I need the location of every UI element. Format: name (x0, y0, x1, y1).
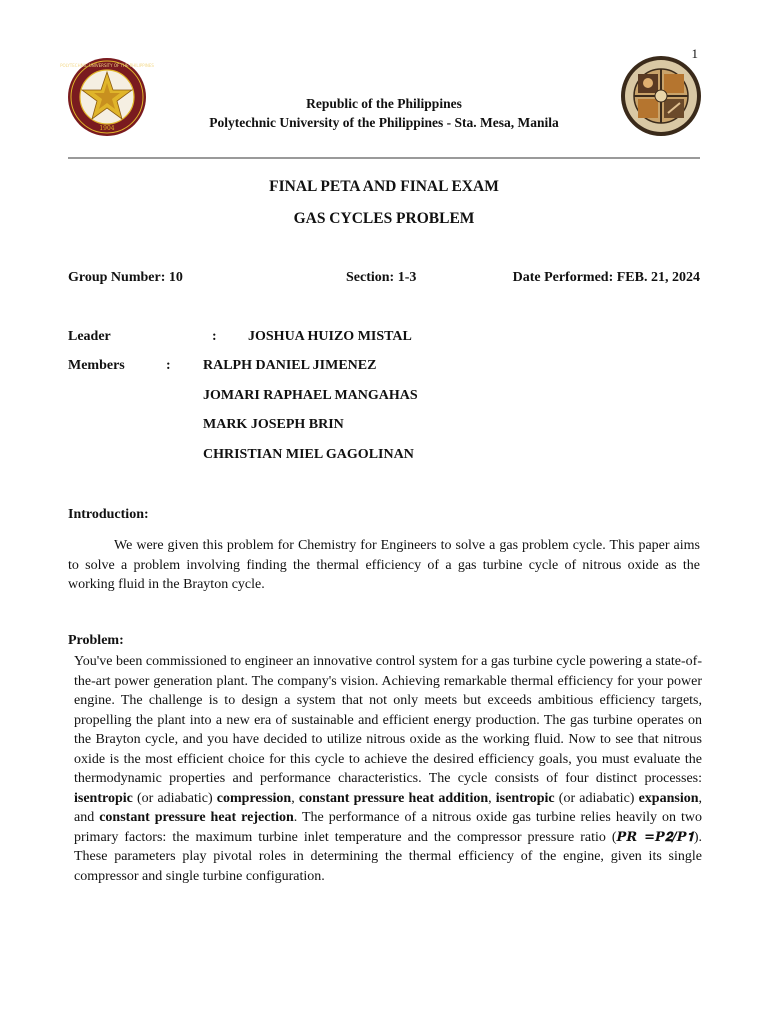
exam-title: FINAL PETA AND FINAL EXAM (269, 178, 499, 195)
member-name: JOMARI RAPHAEL MANGAHAS (203, 388, 418, 403)
members-colon: : (166, 358, 171, 373)
exam-subtitle: GAS CYCLES PROBLEM (293, 210, 475, 227)
member-name: CHRISTIAN MIEL GAGOLINAN (203, 447, 414, 462)
leader-label: Leader (68, 329, 111, 344)
group-number: Group Number: 10 (68, 270, 183, 285)
header-divider (68, 157, 700, 159)
introduction-heading: Introduction: (68, 507, 149, 522)
pressure-ratio-formula: 𝑷𝑹 =𝑷𝟐/𝑷𝟏 (616, 829, 694, 845)
leader-colon: : (212, 329, 217, 344)
leader-name: JOSHUA HUIZO MISTAL (248, 329, 412, 344)
member-name: MARK JOSEPH BRIN (203, 417, 344, 432)
member-name: RALPH DANIEL JIMENEZ (203, 358, 377, 373)
document-header (0, 94, 768, 132)
introduction-text: We were given this problem for Chemistry for Engineers to solve a gas problem cycle. This paper aims to solve a problem involving finding the thermal efficiency of a gas turbine cycle of nitrous oxide as the working fluid in the Brayton cycle. (68, 538, 700, 592)
header-country: Republic of the Philippines (306, 96, 462, 111)
header-university: Polytechnic University of the Philippines - Sta. Mesa, Manila (209, 115, 559, 130)
section: Section: 1-3 (346, 270, 417, 285)
svg-text:POLYTECHNIC UNIVERSITY OF THE: POLYTECHNIC UNIVERSITY OF THE PHILIPPINES (60, 63, 154, 68)
svg-text:1904: 1904 (99, 125, 115, 132)
problem-heading: Problem: (68, 633, 124, 648)
page-number: 1 (691, 46, 698, 61)
members-label: Members (68, 358, 125, 373)
problem-text: You've been commissioned to engineer an innovative control system for a gas turbine cycle powering a state-of-the-art power generation plant. The company's vision. Achieving remarkable thermal efficiency for your power engine. The challenge is to design a system that not only meets but exceeds ambitious efficiency targets, propelling the plant into a new era of sustainable and efficient energy production. The gas turbine operates on the Brayton cycle, and you have decided to utilize nitrous oxide as the working fluid. Now to see that nitrous oxide is the most efficient choice for this cycle to achieve the desired efficiency goals, you must evaluate the thermodynamic properties and performance characteristics. The cycle consists of four distinct processes: isentropic (or adiabatic) compression, constant pressure heat addition, isentropic (or adiabatic) expansion, and constant pressure heat rejection. The performance of a nitrous oxide gas turbine relies heavily on two primary factors: the maximum turbine inlet temperature and the compressor pressure ratio (𝑷𝑹 =𝑷𝟐/𝑷𝟏). These parameters play pivotal roles in determining the thermal efficiency of the engine, given its single compressor and single turbine configuration. (74, 654, 703, 884)
date-performed: Date Performed: FEB. 21, 2024 (512, 270, 700, 285)
